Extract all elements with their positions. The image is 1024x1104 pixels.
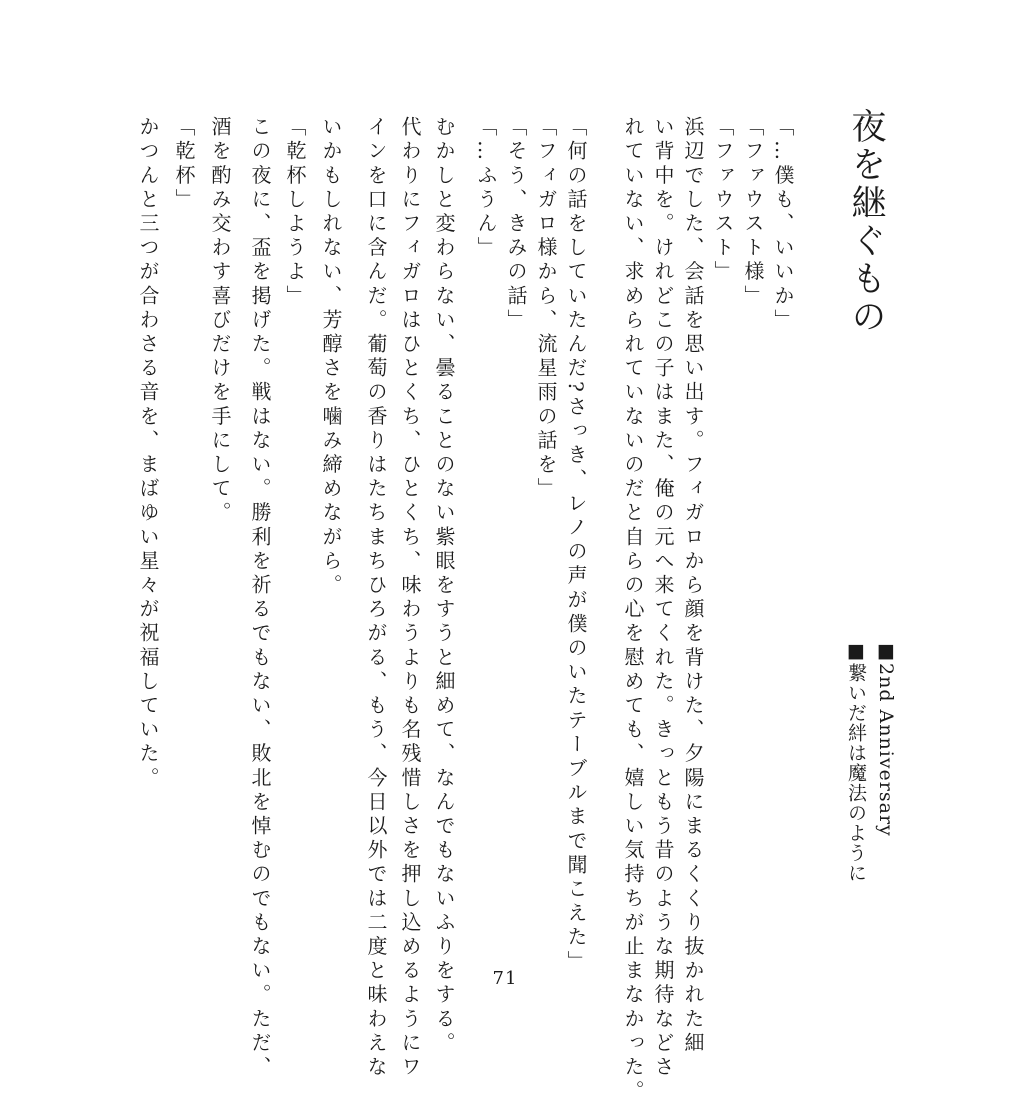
text-line: 浜辺でした、会話を思い出す。フィガロから顔を背けた、夕陽にまるくくり抜かれた細 (681, 116, 705, 1056)
text-line: この夜に、盃を掲げた。戦はない。勝利を祈るでもない、敗北を悼むのでもない。ただ、 (248, 116, 272, 1080)
text-line: い背中を。けれどこの子はまた、俺の元へ来てくれた。きっともう昔のような期待などさ (651, 116, 675, 1080)
text-line: 「そう、きみの話」 (504, 116, 528, 333)
text-line: れていない、求められていないのだと自らの心を慰めても、嬉しい気持ちが止まなかった。 (621, 116, 645, 1104)
text-line: 酒を酌み交わす喜びだけを手にして。 (208, 116, 232, 526)
chapter-title: 夜を継ぐもの (846, 108, 886, 336)
text-line: かつんと三つが合わさる音を、まばゆい星々が祝福していた。 (136, 116, 160, 791)
text-line: インを口に含んだ。葡萄の香りはたちまちひろがる、もう、今日以外では二度と味わえな (364, 116, 388, 1080)
text-line: 代わりにフィガロはひとくち、ひとくち、味わうよりも名残惜しさを押し込めるようにワ (398, 116, 422, 1080)
page-number: 71 (492, 968, 518, 989)
text-line: 「フィガロ様から、流星雨の話を」 (534, 116, 558, 502)
text-line: 「乾杯」 (172, 116, 196, 213)
text-line: むかしと変わらない、曇ることのない紫眼をすうと細めて、なんでもないふりをする。 (432, 116, 456, 1056)
text-line: 「…ふうん」 (474, 116, 498, 261)
text-line: 「乾杯しようよ」 (283, 116, 307, 309)
text-line: 「ファウスト様」 (741, 116, 765, 309)
event-label: ■2nd Anniversary (875, 640, 897, 837)
text-line: 「…僕も、いいか」 (771, 116, 795, 333)
text-line: 「何の話をしていたんだ?さっき、レノの声が僕のいたテーブルまで聞こえた」 (564, 116, 588, 975)
event-subtitle: ■繋いだ絆は魔法のように (845, 640, 867, 883)
text-line: 「ファウスト」 (711, 116, 735, 285)
text-line: いかもしれない、芳醇さを噛み締めながら。 (319, 116, 343, 598)
